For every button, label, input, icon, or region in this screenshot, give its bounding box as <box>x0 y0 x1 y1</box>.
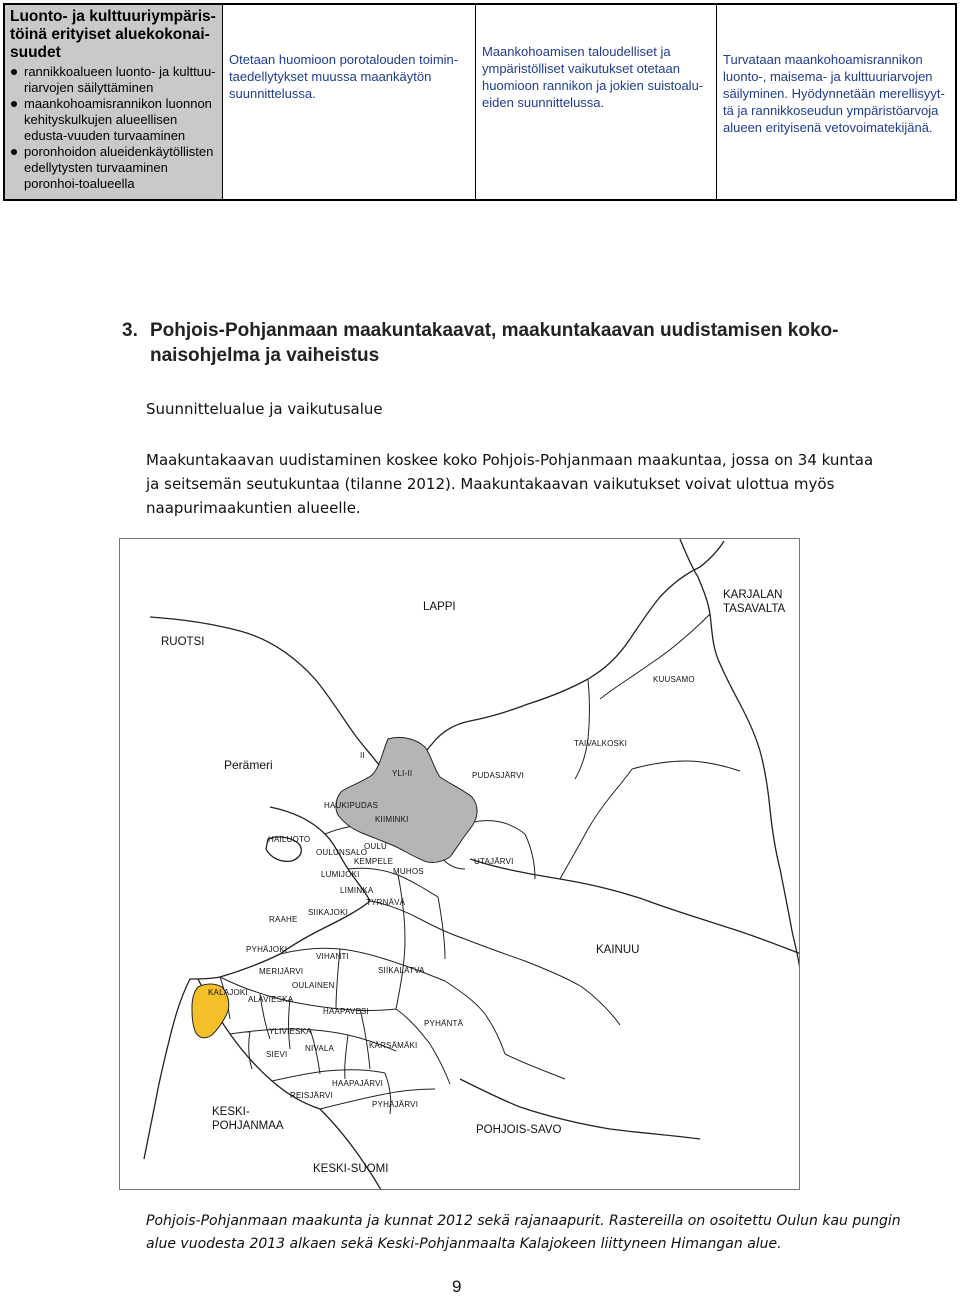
region-map <box>119 538 800 1190</box>
section-number: 3. <box>122 320 138 341</box>
list-item: maankohoamisrannikon luonnon kehityskulkujen alueellisen edusta-vuuden turvaaminen <box>24 96 217 144</box>
label-kalajoki: KALAJOKI <box>208 988 248 997</box>
label-pyhajarvi: PYHÄJÄRVI <box>372 1100 419 1109</box>
table-cell-land-uplift: Maankohoamisen taloudelliset ja ympäristölliset vaikutukset otetaan huomioon rannikon ja jokien suistoalu-eiden suunnittelussa. <box>476 5 717 199</box>
table-topic-heading: Luonto- ja kulttuuriympäris-töinä erityiset aluekokonai-suudet <box>10 8 216 61</box>
label-keski-suomi: KESKI-SUOMI <box>313 1163 389 1175</box>
table-cell-reindeer: Otetaan huomioon porotalouden toimin-taedellytykset muussa maankäytön suunnittelussa. <box>223 5 476 199</box>
label-pohjois-savo: POHJOIS-SAVO <box>476 1124 562 1136</box>
label-lappi: LAPPI <box>423 601 456 613</box>
label-ylivieska: YLIVIESKA <box>269 1027 312 1036</box>
label-ruotsi: RUOTSI <box>161 636 205 648</box>
label-kainuu: KAINUU <box>596 944 640 956</box>
body-paragraph: Maakuntakaavan uudistaminen koskee koko Pohjois-Pohjanmaan maakuntaa, jossa on 34 kuntaa ja seitsemän seutukuntaa (tilanne 2012). Maakuntakaavan vaikutukset voivat ulottua myös naapurimaakuntien alueelle. <box>146 451 874 517</box>
label-kiiminki: KIIMINKI <box>375 815 409 824</box>
label-haapavesi: HAAPAVESI <box>323 1007 369 1016</box>
label-oulunsalo: OULUNSALO <box>316 848 368 857</box>
label-siikalatva: SIIKALATVA <box>378 966 425 975</box>
label-siikajoki: SIIKAJOKI <box>308 908 349 917</box>
label-kuusamo: KUUSAMO <box>653 675 695 684</box>
border-kainuu <box>470 859 800 954</box>
label-alavieska: ALAVIESKA <box>248 995 294 1004</box>
map-graphic <box>120 539 800 1190</box>
list-item: poronhoidon alueidenkäytöllisten edellytysten turvaaminen poronhoi-toalueella <box>24 144 217 192</box>
section-title-line1: Pohjois-Pohjanmaan maakuntakaavat, maakuntakaavan uudistamisen koko- <box>150 320 839 341</box>
page-number: 9 <box>452 1277 462 1296</box>
topic-list <box>10 64 217 192</box>
label-kempele: KEMPELE <box>354 857 394 866</box>
label-pyhajoki: PYHÄJOKI <box>246 945 288 954</box>
border-keski-suomi <box>320 1109 382 1190</box>
label-haukipudas: HAUKIPUDAS <box>324 801 379 810</box>
label-raahe: RAAHE <box>269 915 298 924</box>
label-yli-ii: YLI-II <box>392 769 413 778</box>
section-title-line2: naisohjelma ja vaiheistus <box>150 345 380 366</box>
table-cell-coast: Turvataan maankohoamisrannikon luonto-, maisema- ja kulttuuriarvojen säilyminen. Hyödynnetään merellisyyt-tä ja rannikkoseudun ympäristöarvoja alueen erityisenä vetovoimatekijänä. <box>723 52 945 135</box>
label-sievi: SIEVI <box>266 1050 288 1059</box>
label-keski-pohjanmaa-1: KESKI- <box>212 1106 250 1118</box>
list-item: rannikkoalueen luonto- ja kulttuu-riarvojen säilyttäminen <box>24 64 216 95</box>
coastline <box>144 807 370 1159</box>
label-ii: II <box>360 751 365 760</box>
label-utajarvi: UTAJÄRVI <box>474 857 514 866</box>
label-vihanti: VIHANTI <box>316 952 349 961</box>
subheading: Suunnittelualue ja vaikutusalue <box>146 400 383 418</box>
label-nivala: NIVALA <box>305 1044 335 1053</box>
label-reisjarvi: REISJÄRVI <box>290 1091 333 1100</box>
label-karjala-2: TASAVALTA <box>723 603 786 615</box>
label-taivalkoski: TAIVALKOSKI <box>574 739 628 748</box>
label-haapajarvi: HAAPAJÄRVI <box>332 1079 384 1088</box>
label-pudasjarvi: PUDASJÄRVI <box>472 771 525 780</box>
label-oulainen: OULAINEN <box>292 981 335 990</box>
label-keski-pohjanmaa-2: POHJANMAA <box>212 1120 284 1132</box>
label-pyhanta: PYHÄNTÄ <box>424 1019 464 1028</box>
section-heading <box>122 318 842 368</box>
label-merijarvi: MERIJÄRVI <box>259 967 304 976</box>
border-lappi <box>388 541 724 779</box>
label-oulu: OULU <box>364 842 388 851</box>
label-peramer: Perämeri <box>224 758 273 772</box>
label-karsamaki: KÄRSÄMÄKI <box>369 1041 418 1050</box>
label-karjala-1: KARJALAN <box>723 589 783 601</box>
label-hailuoto: HAILUOTO <box>268 835 311 844</box>
figure-caption: Pohjois-Pohjanmaan maakunta ja kunnat 2012 sekä rajanaapurit. Rastereilla on osoitettu Oulun kau pungin alue vuodesta 2013 alkaen sekä Keski-Pohjanmaalta Kalajokeen liittyneen Himangan alue. <box>146 1213 901 1252</box>
label-muhos: MUHOS <box>393 867 424 876</box>
table-cell-topic <box>5 5 223 199</box>
objectives-table <box>3 3 957 201</box>
label-tyrnava: TYRNÄVÄ <box>366 898 406 907</box>
label-lumijoki: LUMIJOKI <box>321 870 360 879</box>
label-liminka: LIMINKA <box>340 886 374 895</box>
